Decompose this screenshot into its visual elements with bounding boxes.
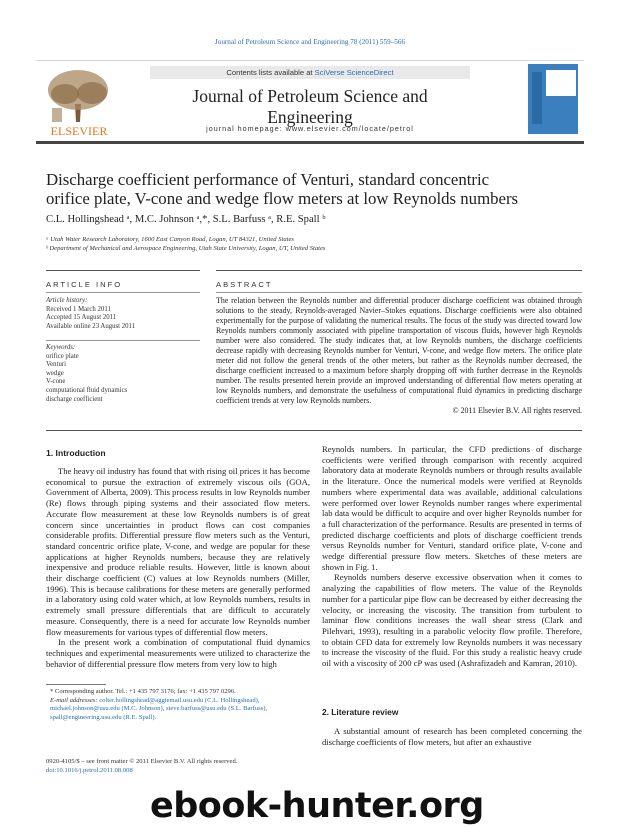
received-date: Received 1 March 2011 bbox=[46, 305, 111, 313]
elsevier-wordmark: ELSEVIER bbox=[50, 124, 108, 138]
email-label: E-mail addresses: bbox=[50, 696, 98, 704]
literature-column bbox=[322, 726, 582, 747]
elsevier-tree-logo bbox=[40, 64, 118, 138]
right-paragraph-1: Reynolds numbers. In particular, the CFD predictions of discharge coefficients were verified through comparison with recently acquired laboratory data at moderate Reynolds numbers or through results available in the literature. Once the numerical models were verified at Reynolds numbers where experimental data was available, additional calculations were performed over lower Reynolds number ranges where experimental lab data would be difficult to acquire and over higher Reynolds number for a full characterization of the performance. Results are presented in terms of predicted discharge coefficients and plots of discharge coefficient trends versus Reynolds number for Venturi, standard orifice plate, V-cone and wedge differential pressure flow meters. Sketches of these meters are shown in Fig. 1. bbox=[322, 444, 582, 572]
issn-line: 0920-4105/$ – see front matter © 2011 Elsevier B.V. All rights reserved. bbox=[46, 758, 238, 765]
email-line-1[interactable]: colter.hollingshead@aggiemail.usu.edu (C.L. Hollingshead), bbox=[99, 696, 260, 704]
abstract-rule-top bbox=[216, 270, 582, 271]
abstract-heading: ABSTRACT bbox=[216, 280, 273, 289]
keyword-item: V-cone bbox=[46, 378, 66, 386]
info-rule-top bbox=[46, 270, 200, 271]
info-rule bbox=[46, 292, 200, 293]
intro-column bbox=[46, 466, 310, 669]
article-info-heading: ARTICLE INFO bbox=[46, 280, 123, 289]
contents-prefix: Contents lists available at bbox=[226, 68, 315, 77]
keyword-item: discharge coefficient bbox=[46, 395, 103, 403]
intro-paragraph-1: The heavy oil industry has found that with rising oil prices it has become economical to pursue the extraction of extremely viscous oils (GOA, Government of Alberta, 2009). This process results in low Reynolds number (Re) flows through piping systems and their associated flow meters. Accurate flow measurement at these low Reynolds numbers is of great concern since uncertainties in product flows can cost companies considerable profits. Differential pressure flow meters such as the Venturi, standard concentric orifice plate, V-cone, and wedge are popular for these applications at higher Reynolds numbers, because they are relatively inexpensive and produce reliable results. However, little is known about their discharge coefficient (C) values at low Reynolds numbers (Miller, 1996). This is because calibrations for these meters are generally performed in a laboratory using cold water which, at low Reynolds numbers, results in extremely small pressure differentials that are difficult to accurately measure. Consequently, there is a need for accurate low Reynolds number flow measurements for various types of differential flow meters. bbox=[46, 466, 310, 637]
sciencedirect-link[interactable]: SciVerse ScienceDirect bbox=[314, 68, 394, 77]
keywords-label: Keywords: bbox=[46, 344, 76, 351]
watermark-text: ebook-hunter.org bbox=[150, 786, 484, 826]
right-paragraph-2: Reynolds numbers deserve excessive observation when it comes to analyzing the capabilities of flow meters. The value of the Reynolds number for a particular pipe flow can be decreased by either decreasing the velocity, or increasing the viscosity. The transition from turbulent to laminar flow conditions increases the wall shear stress (Clark and Pilehvari, 1993), resulting in a parabolic velocity flow profile. Therefore, to obtain CFD data for extremely low Reynolds numbers it was necessary to increase the viscosity of the fluid. For this study a realistic heavy crude oil with a viscosity of 200 cP was used (Ashrafizadeh and Kamran, 2010). bbox=[322, 572, 582, 669]
journal-title: Journal of Petroleum Science and Engineering bbox=[192, 86, 428, 127]
article-title bbox=[46, 170, 576, 208]
affiliation-b: ᵇ Department of Mechanical and Aerospace Engineering, Utah State University, Logan, UT, United States bbox=[46, 245, 326, 252]
email-line-2[interactable]: michael.johnson@usu.edu (M.C. Johnson), steve.barfuss@usu.edu (S.L. Barfuss), bbox=[50, 705, 268, 712]
journal-homepage[interactable]: journal homepage: www.elsevier.com/locate/petrol bbox=[206, 124, 414, 133]
affiliation-a: ᵃ Utah Water Research Laboratory, 1600 East Canyon Road, Logan, UT 84321, United States bbox=[46, 236, 294, 243]
abstract-text bbox=[216, 296, 582, 416]
footnote-rule bbox=[46, 684, 106, 685]
article-history bbox=[46, 297, 200, 331]
contents-available-line bbox=[150, 66, 470, 79]
corresponding-author: * Corresponding author. Tel.: +1 435 797 3176; fax: +1 435 797 0296. bbox=[50, 688, 236, 695]
accepted-date: Accepted 15 August 2011 bbox=[46, 314, 117, 322]
online-date: Available online 23 August 2011 bbox=[46, 322, 136, 330]
intro-paragraph-2: In the present work a combination of computational fluid dynamics techniques and experimental measurements were utilized to characterize the behavior of differential pressure flow meters from very low to high bbox=[46, 637, 310, 669]
literature-review-heading: 2. Literature review bbox=[322, 707, 399, 717]
journal-citation[interactable]: Journal of Petroleum Science and Engineering 78 (2011) 559–566 bbox=[214, 38, 406, 46]
history-label: Article history: bbox=[46, 297, 88, 304]
keywords-rule bbox=[46, 340, 200, 341]
email-line-3[interactable]: spall@engineering.usu.edu (R.E. Spall). bbox=[50, 713, 157, 721]
abstract-copyright: © 2011 Elsevier B.V. All rights reserved. bbox=[452, 406, 582, 415]
right-column bbox=[322, 444, 582, 669]
abstract-rule bbox=[216, 292, 582, 293]
article-title-line1: Discharge coefficient performance of Venturi, standard concentric bbox=[46, 170, 490, 189]
journal-cover-thumbnail bbox=[528, 64, 578, 134]
keyword-item: wedge bbox=[46, 369, 64, 377]
keyword-item: orifice plate bbox=[46, 352, 79, 360]
abstract-body: The relation between the Reynolds number and differential producer discharge coefficient was obtained through solutions to the steady, Reynolds-averaged Navier–Stokes equations. Discharge coefficients were also obtained experimentally for the purpose of validating the numerical results. The focus of the study was directed toward low Reynolds numbers commonly associated with pipeline transportation of viscous fluids, however high Reynolds number were also considered. The study indicates that, at low Reynolds numbers, the discharge coefficients decrease rapidly with decreasing Reynolds number for Venturi, V-cone, and wedge flow meters. The orifice plate meter did not follow the general trends of the other meters, but rather as the Reynolds number decreased, the discharge coefficient increased to a maximum before sharply dropping off with further decrease in the Reynolds number. The results presented herein provide an improved understanding of differential flow meters operating at low Reynolds numbers, and demonstrate the usefulness of computational fluid dynamics in predicting discharge coefficient trends at very low Reynolds numbers. bbox=[216, 296, 582, 405]
footnote-block bbox=[50, 688, 312, 722]
intro-heading: 1. Introduction bbox=[46, 448, 106, 458]
keyword-item: Venturi bbox=[46, 361, 67, 369]
doi-link[interactable]: doi:10.1016/j.petrol.2011.08.008 bbox=[46, 766, 133, 774]
publication-info bbox=[46, 758, 312, 775]
author-list: C.L. Hollingshead ᵃ, M.C. Johnson ᵃ,*, S.L. Barfuss ᵃ, R.E. Spall ᵇ bbox=[46, 214, 326, 225]
article-title-line2: orifice plate, V-cone and wedge flow meters at low Reynolds numbers bbox=[46, 189, 519, 208]
keyword-item: computational fluid dynamics bbox=[46, 386, 128, 394]
abstract-rule-bottom bbox=[46, 430, 582, 431]
literature-paragraph-1: A substantial amount of research has been completed concerning the discharge coefficients of flow meters, but after an exhaustive bbox=[322, 726, 582, 747]
keywords-block bbox=[46, 344, 200, 404]
